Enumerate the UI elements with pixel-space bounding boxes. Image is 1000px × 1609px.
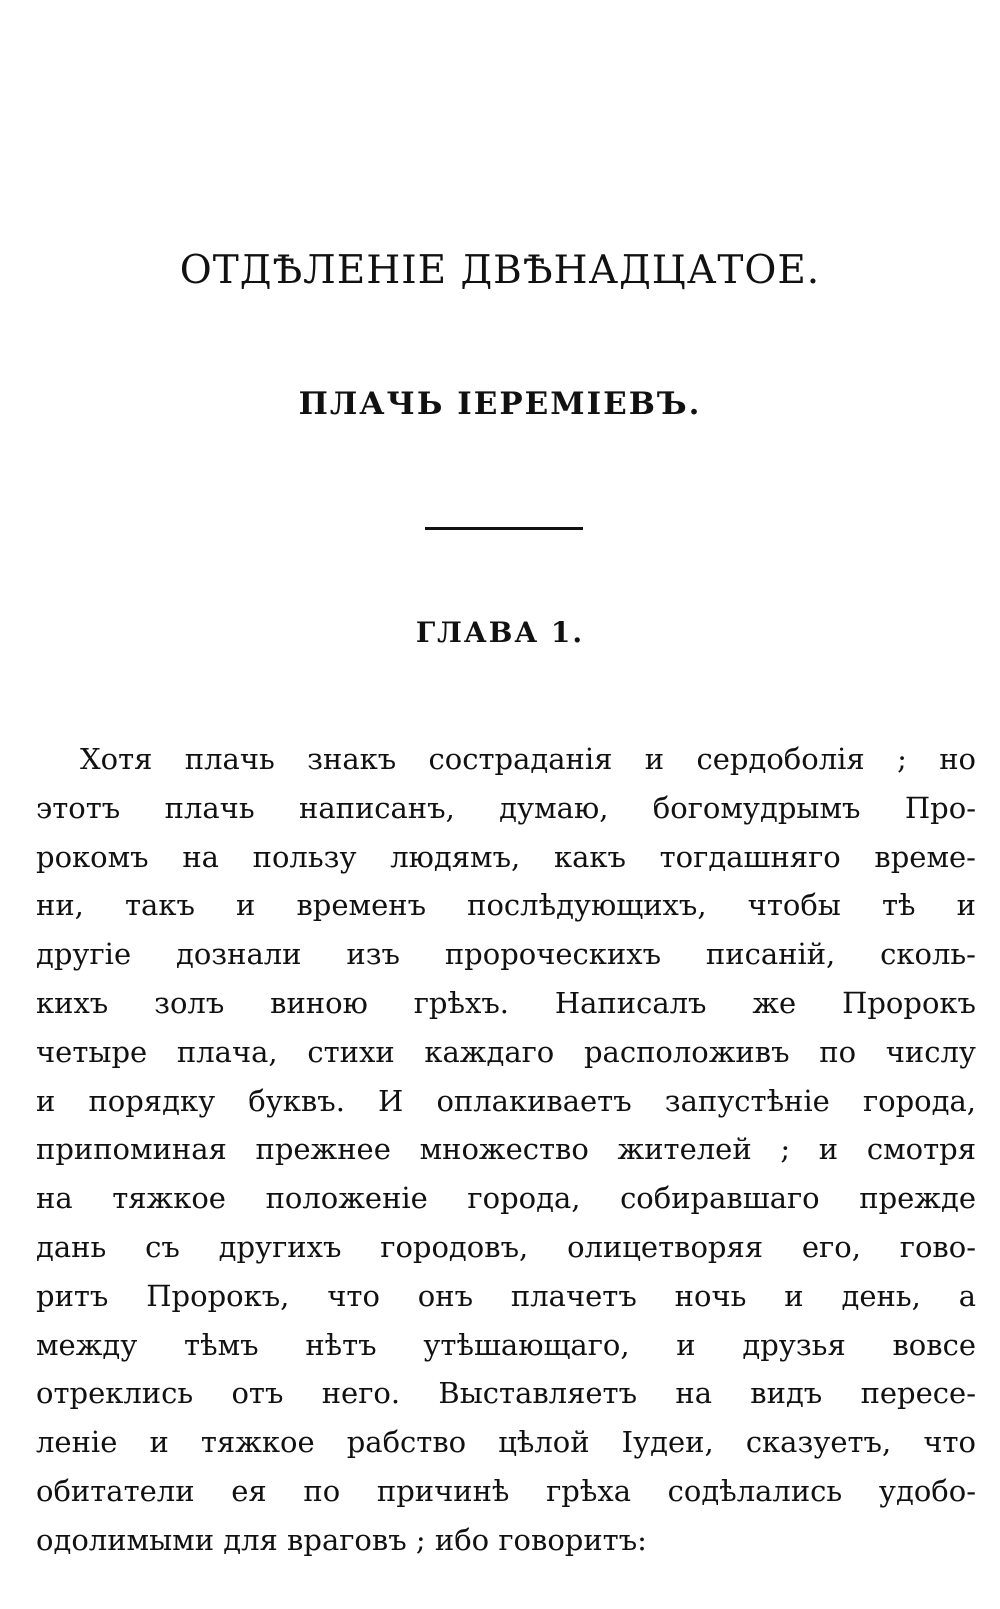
text-line: ни, такъ и временъ послѣдующихъ, чтобы тѣ и <box>36 888 976 923</box>
section-title: ОТДѢЛЕНІЕ ДВѢНАДЦАТОЕ. <box>179 248 821 293</box>
text-line: и порядку буквъ. И оплакиваетъ запустѣніе города, <box>36 1083 976 1118</box>
text-line: припоминая прежнее множество жителей ; и смотря <box>36 1132 976 1167</box>
chapter-heading: ГЛАВА 1. <box>415 616 585 649</box>
body-paragraph <box>36 735 976 1565</box>
text-line: кихъ золъ виною грѣхъ. Написалъ же Пророкъ <box>36 985 976 1020</box>
text-line: на тяжкое положеніе города, собиравшаго прежде <box>36 1181 976 1216</box>
text-line: отреклись отъ него. Выставляетъ на видъ пересе- <box>36 1376 976 1411</box>
text-line: ритъ Пророкъ, что онъ плачетъ ночь и день, а <box>36 1278 976 1313</box>
text-line: дань съ другихъ городовъ, олицетворяя его, гово- <box>36 1229 976 1264</box>
text-line: между тѣмъ нѣтъ утѣшающаго, и друзья вовсе <box>36 1327 976 1362</box>
book-title: ПЛАЧЬ ІЕРЕМІЕВЪ. <box>298 386 702 422</box>
text-line: рокомъ на пользу людямъ, какъ тогдашняго време- <box>36 839 976 874</box>
divider-rule <box>425 527 583 530</box>
text-line: Хотя плачь знакъ состраданія и сердоболія ; но <box>80 742 976 776</box>
text-line: одолимыми для враговъ ; ибо говоритъ: <box>36 1522 647 1557</box>
text-line: четыре плача, стихи каждаго расположивъ по числу <box>36 1034 976 1069</box>
text-line: другіе дознали изъ пророческихъ писаній, сколь- <box>36 937 976 972</box>
text-line: обитатели ея по причинѣ грѣха содѣлались удобо- <box>36 1473 976 1508</box>
text-line: этотъ плачь написанъ, думаю, богомудрымъ Про- <box>36 790 976 825</box>
text-line: леніе и тяжкое рабство цѣлой Іудеи, сказуетъ, что <box>36 1425 976 1460</box>
